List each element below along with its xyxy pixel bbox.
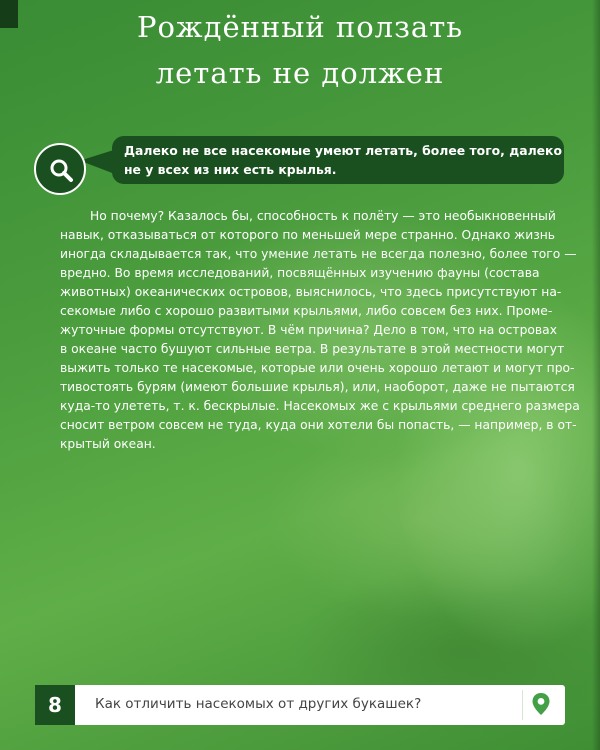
callout-line-1: Далеко не все насекомые умеют летать, более того, далеко	[124, 143, 562, 158]
body-line: в океане часто бушуют сильные ветра. В результате в этой местности могут	[60, 342, 565, 356]
title-line-2: летать не должен	[155, 56, 445, 90]
callout-badge	[34, 143, 86, 195]
magnifier-icon	[48, 157, 74, 183]
body-line: секомые либо с хорошо развитыми крыльями, либо совсем без них. Проме-	[60, 304, 553, 318]
body-line: жуточные формы отсутствуют. В чём причина? Дело в том, что на островах	[60, 323, 557, 337]
callout-box	[112, 136, 564, 184]
location-pin-icon	[528, 691, 554, 717]
page-title	[0, 4, 600, 96]
footer-divider	[522, 690, 523, 720]
body-paragraph	[60, 207, 580, 454]
body-line: навык, отказываться от которого по меньшей мере странно. Однако жизнь	[60, 228, 556, 242]
page-edge-shadow	[592, 0, 600, 750]
page-number: 8	[35, 685, 75, 725]
callout-line-2: не у всех из них есть крылья.	[124, 162, 337, 177]
body-line: иногда складывается так, что умение летать не всегда полезно, более того —	[60, 247, 577, 261]
body-line: тивостоять бурям (имеют большие крылья), или, наоборот, даже не пытаются	[60, 380, 575, 394]
body-line: крытый океан.	[60, 437, 156, 451]
body-line: куда-то улететь, т. к. бескрылые. Насекомых же с крыльями среднего размера	[60, 399, 580, 413]
body-line: вредно. Во время исследований, посвящённых изучению фауны (состава	[60, 266, 540, 280]
body-line: животных) океанических островов, выяснилось, что здесь присутствуют на-	[60, 285, 562, 299]
footer-section-title: Как отличить насекомых от других букашек?	[95, 696, 422, 712]
body-line: выжить только те насекомые, которые или очень хорошо летают и могут про-	[60, 361, 575, 375]
title-line-1: Рождённый ползать	[136, 10, 464, 44]
callout-text	[124, 141, 562, 179]
body-line: сносит ветром совсем не туда, куда они хотели бы попасть, — например, в от-	[60, 418, 577, 432]
body-line: Но почему? Казалось бы, способность к полёту — это необыкновенный	[90, 209, 556, 223]
